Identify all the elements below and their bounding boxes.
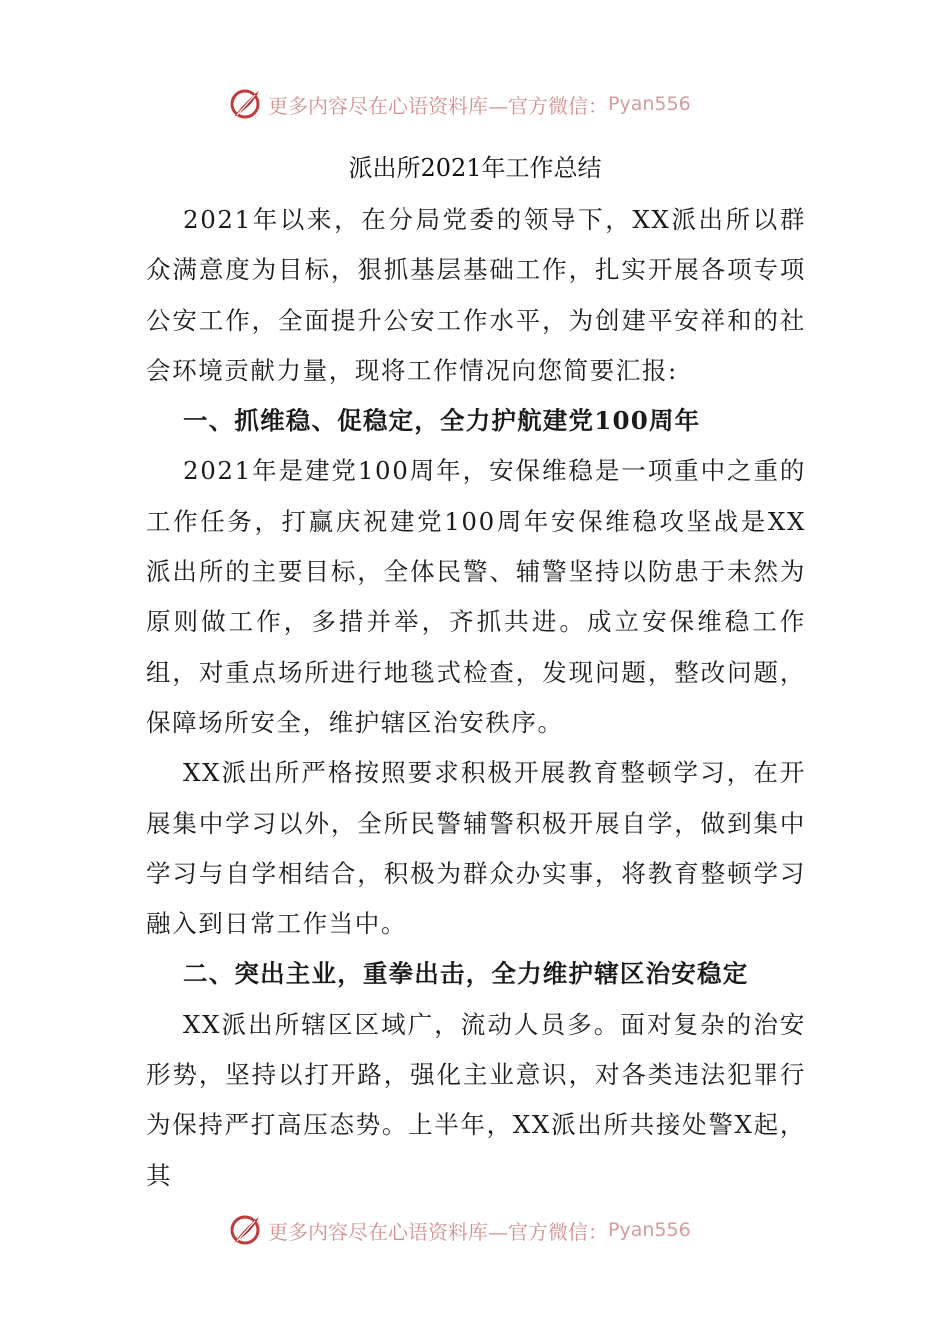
- watermark-text: 更多内容尽在心语资料库—官方微信：: [268, 1219, 608, 1244]
- quill-logo-icon: [228, 1213, 262, 1247]
- document-title: 派出所2021年工作总结: [348, 154, 602, 182]
- watermark-wechat-id: Pyan556: [608, 93, 691, 115]
- body-paragraph: 2021年是建党100周年，安保维稳是一项重中之重的工作任务，打赢庆祝建党100周年安保维稳攻坚战是XX派出所的主要目标，全体民警、辅警坚持以防患于未然为原则做工作，多措并举，齐抓共进。成立安保维稳工作组，对重点场所进行地毯式检查，发现问题，整改问题，保障场所安全，维护辖区治安秩序。: [146, 456, 806, 737]
- quill-logo-icon: [228, 87, 262, 121]
- body-paragraph: XX派出所严格按照要求积极开展教育整顿学习，在开展集中学习以外，全所民警辅警积极开展自学，做到集中学习与自学相结合，积极为群众办实事，将教育整顿学习融入到日常工作当中。: [146, 758, 806, 939]
- watermark-wechat-id: Pyan556: [608, 1219, 691, 1241]
- watermark-header: [228, 86, 691, 122]
- document-body: [146, 195, 806, 1201]
- section-heading: 一、抓维稳、促稳定，全力护航建党100周年: [183, 406, 701, 436]
- section-heading: 二、突出主业，重拳出击，全力维护辖区治安稳定: [183, 959, 749, 989]
- body-paragraph: 2021年以来，在分局党委的领导下，XX派出所以群众满意度为目标，狠抓基层基础工作，扎实开展各项专项公安工作，全面提升公安工作水平，为创建平安祥和的社会环境贡献力量，现将工作情况向您简要汇报:: [146, 205, 806, 385]
- watermark-text: 更多内容尽在心语资料库—官方微信：: [268, 93, 608, 118]
- watermark-footer: [228, 1212, 691, 1248]
- body-paragraph: XX派出所辖区区域广，流动人员多。面对复杂的治安形势，坚持以打开路，强化主业意识，对各类违法犯罪行为保持严打高压态势。上半年，XX派出所共接处警X起，其: [146, 1009, 806, 1190]
